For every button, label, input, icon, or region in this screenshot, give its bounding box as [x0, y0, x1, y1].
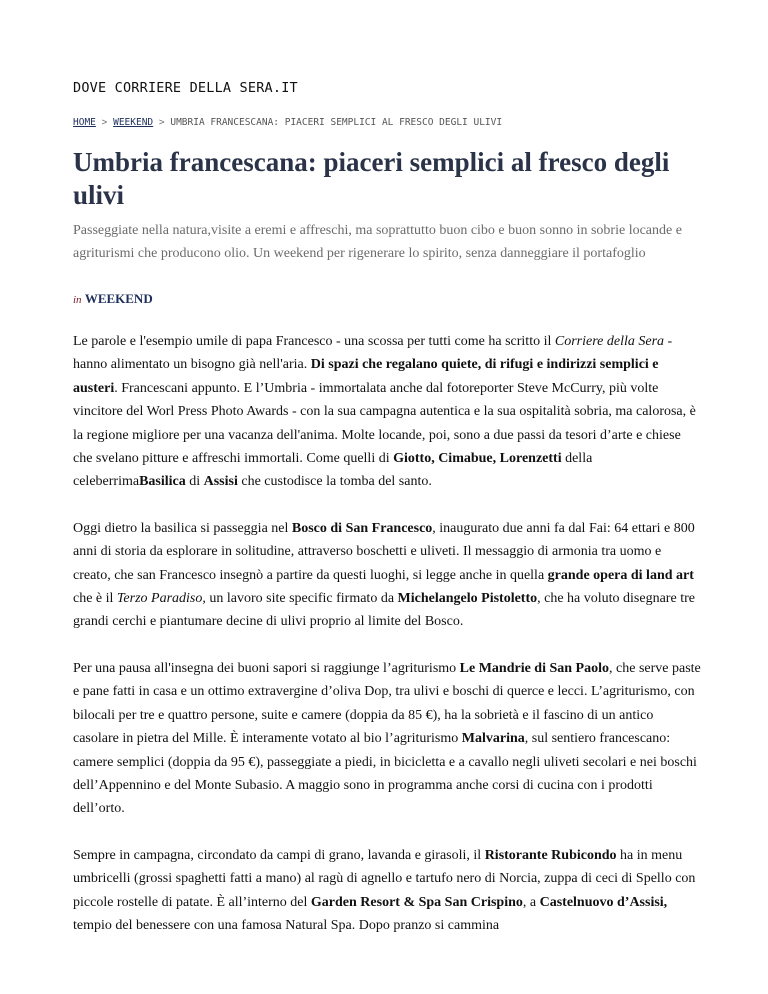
italic-text: Corriere della Sera — [554, 334, 665, 349]
paragraph-text: , che serve paste e pane fatti in casa e un ottimo extravergine d’oliva Dop, tra ulivi e boschi di querce e lecci. L’agriturismo, con bilocali per tre e quattro persone, suite e camere (doppia da 85 €), ha la sobrietà e il fascino di un antico casolare in pietra del Mille. È interamente votato al bio l’agriturismo — [73, 660, 701, 747]
article-paragraph — [73, 657, 701, 821]
bold-text: Castelnuovo d’Assisi, — [539, 894, 668, 910]
article-subtitle: Passeggiate nella natura,visite a eremi e affreschi, ma soprattutto buon cibo e buon sonno in sobrie locande e agriturismi che producono olio. Un weekend per rigenerare lo spirito, senza danneggiare il portafoglio — [73, 223, 682, 262]
paragraph-text: - hanno alimentato un bisogno già nell'aria. — [73, 334, 673, 373]
bold-text: Di spazi che regalano quiete, di rifugi e indirizzi semplici e austeri — [73, 357, 659, 396]
paragraph-text: , un lavoro site specific firmato da — [202, 591, 398, 607]
bold-text: Garden Resort & Spa San Crispino — [310, 894, 523, 910]
article-paragraph — [73, 517, 701, 634]
paragraph-text: che custodisce la tomba del santo. — [237, 474, 432, 490]
breadcrumb — [73, 117, 502, 128]
bold-text: Michelangelo Pistoletto — [397, 591, 538, 607]
bold-text: Basilica — [139, 474, 186, 490]
paragraph-text: ha in menu umbricelli (grossi spaghetti fatti a mano) al ragù di agnello e tartufo nero di Norcia, zuppa di ceci di Spello con piccole rostelle di patate. È all’interno del — [73, 847, 696, 910]
paragraph-text: , sul sentiero francescano: camere semplici (doppia da 95 €), passeggiate a piedi, in bicicletta e a cavallo negli uliveti secolari e nei boschi dell’Appennino e del Monte Subasio. A maggio sono in programma anche corsi di cucina con i prodotti dell’orto. — [73, 731, 697, 817]
bold-text: Bosco di San Francesco — [291, 520, 433, 536]
paragraph-text: tempio del benessere con una famosa Natural Spa. Dopo pranzo si cammina — [73, 917, 500, 933]
article-paragraph — [73, 330, 701, 494]
paragraph-text: , inaugurato due anni fa dal Fai: 64 ettari e 800 anni di storia da esplorare in solitudine, attraverso boschetti e uliveti. Il messaggio di armonia tra uomo e creato, che san Francesco insegnò a partire da questi luoghi, si legge anche in quella — [73, 520, 695, 583]
bold-text: Malvarina — [461, 731, 525, 747]
paragraph-text: Oggi dietro la basilica si passeggia nel — [73, 520, 292, 536]
bold-text: grande opera di land art — [547, 567, 694, 583]
breadcrumb-separator: > — [158, 117, 165, 128]
breadcrumb-current: UMBRIA FRANCESCANA: PIACERI SEMPLICI AL FRESCO DEGLI ULIVI — [170, 117, 503, 128]
bold-text: Ristorante Rubicondo — [484, 847, 617, 863]
breadcrumb-home-link[interactable]: HOME — [73, 117, 96, 128]
bold-text: Le Mandrie di San Paolo — [459, 660, 610, 676]
article-paragraph — [73, 844, 701, 938]
paragraph-text: che è il — [73, 591, 117, 607]
paragraph-text: . Francescani appunto. E l’Umbria - immortalata anche dal fotoreporter Steve McCurry, più volte vincitore del Worl Press Photo Awards - con la sua campagna autentica e la sua ospitalità sobria, ma calorosa, è la regione migliore per una vacanza dell'anima. Molte locande, poi, sono a due passi da tesori d’arte e chiese che svelano pitture e affreschi immortali. Come quelli di — [73, 380, 696, 467]
bold-text: Assisi — [203, 474, 238, 490]
paragraph-text: , che ha voluto disegnare tre grandi cerchi e piantumare decine di ulivi proprio al limite del Bosco. — [73, 591, 695, 630]
paragraph-text: Sempre in campagna, circondato da campi di grano, lavanda e girasoli, il — [73, 847, 485, 863]
category-link[interactable]: WEEKEND — [84, 291, 153, 306]
paragraph-text: , a — [522, 894, 540, 910]
italic-text: Terzo Paradiso — [116, 591, 203, 607]
paragraph-text: di — [185, 474, 204, 490]
paragraph-text: Le parole e l'esempio umile di papa Francesco - una scossa per tutti come ha scritto il — [73, 334, 555, 349]
breadcrumb-separator: > — [101, 117, 108, 128]
paragraph-text: della celeberrima — [73, 451, 593, 490]
bold-text: Giotto, Cimabue, Lorenzetti — [393, 451, 562, 467]
article-title: Umbria francescana: piaceri semplici al fresco degli ulivi — [73, 147, 670, 210]
article-category — [73, 291, 153, 307]
paragraph-text: Per una pausa all'insegna dei buoni sapori si raggiunge l’agriturismo — [73, 660, 460, 676]
breadcrumb-weekend-link[interactable]: WEEKEND — [113, 117, 154, 128]
site-name[interactable]: DOVE CORRIERE DELLA SERA.IT — [73, 80, 298, 96]
article-body — [73, 330, 701, 960]
category-prefix: in — [73, 294, 82, 306]
